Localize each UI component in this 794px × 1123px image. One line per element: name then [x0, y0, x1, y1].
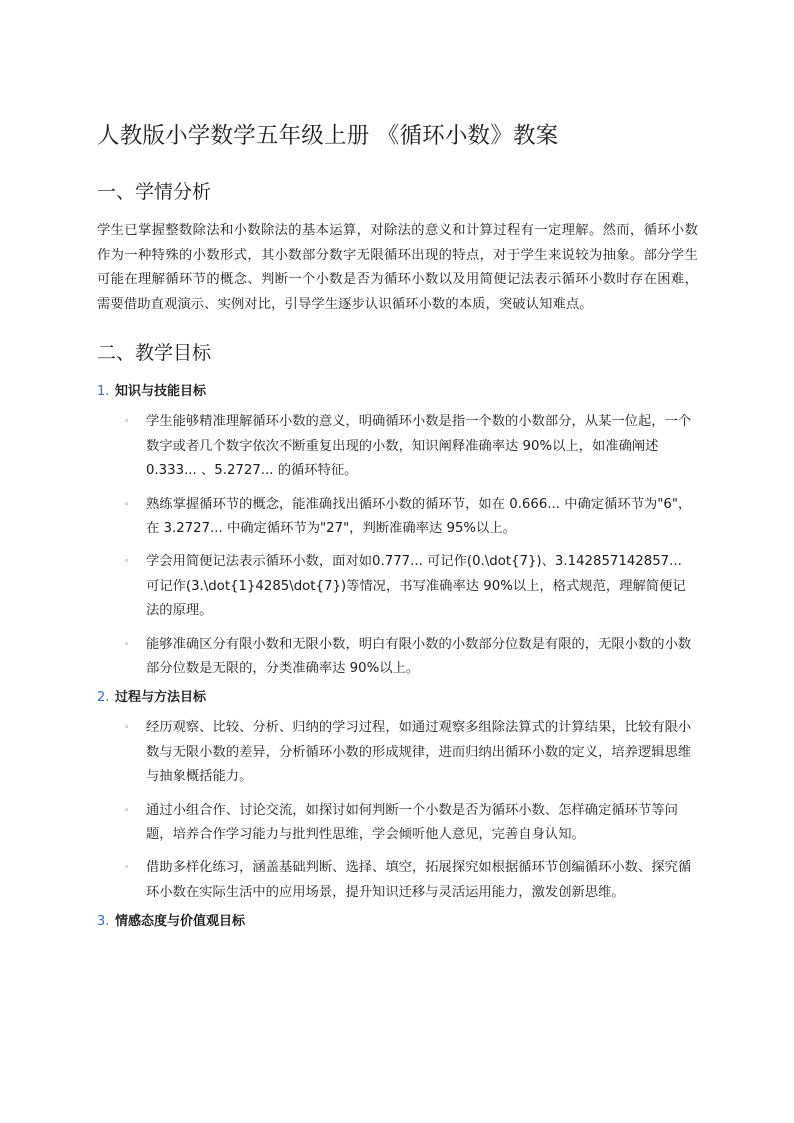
- goal-header: [97, 688, 698, 708]
- list-item-text: 能够准确区分有限小数和无限小数，明白有限小数的小数部分位数是有限的，无限小数的小数部分位数是无限的，分类准确率达 90%以上。: [146, 636, 692, 677]
- list-item-text: 通过小组合作、讨论交流，如探讨如何判断一个小数是否为循环小数、怎样确定循环节等问题，培养合作学习能力与批判性思维，学会倾听他人意见，完善自身认知。: [146, 802, 678, 843]
- list-item: [97, 716, 698, 789]
- list-item-text: 学生能够精准理解循环小数的意义，明确循环小数是指一个数的小数部分，从某一位起，一个数字或者几个数字依次不断重复出现的小数，知识阐释准确率达 90%以上，如准确阐述 0.333... 、5.2727... 的循环特征。: [146, 414, 692, 479]
- goal-items: [97, 410, 698, 681]
- list-item: [97, 410, 698, 483]
- circle-bullet-icon: ◦: [124, 557, 130, 568]
- goals-list: [97, 382, 698, 932]
- list-item-text: 熟练掌握循环节的概念，能准确找出循环小数的循环节，如在 0.666... 中确定循环节为"6"，在 3.2727... 中确定循环节为"27"，判断准确率达 95%以上。: [146, 496, 692, 536]
- goal-label: 情感态度与价值观目标: [115, 914, 246, 930]
- list-item: [97, 550, 698, 623]
- circle-bullet-icon: ◦: [124, 863, 130, 874]
- goal-label: 过程与方法目标: [115, 690, 207, 706]
- goal-header: [97, 382, 698, 402]
- section-heading-analysis: 一、学情分析: [97, 181, 212, 203]
- goal-header: [97, 912, 698, 932]
- circle-bullet-icon: ◦: [124, 805, 130, 816]
- goal-number: 2.: [97, 690, 110, 706]
- goal-label: 知识与技能目标: [115, 384, 207, 400]
- list-item: [97, 799, 698, 848]
- goal-number: 1.: [97, 384, 110, 400]
- list-item-text: 经历观察、比较、分析、归纳的学习过程，如通过观察多组除法算式的计算结果，比较有限小数与无限小数的差异，分析循环小数的形成规律，进而归纳出循环小数的定义，培养逻辑思维与抽象概括能力。: [146, 720, 692, 785]
- circle-bullet-icon: ◦: [124, 639, 130, 650]
- list-item-text: 借助多样化练习，涵盖基础判断、选择、填空，拓展探究如根据循环节创编循环小数、探究循环小数在实际生活中的应用场景，提升知识迁移与灵活运用能力，激发创新思维。: [146, 860, 692, 900]
- goal-attitude: [97, 912, 698, 932]
- list-item: [97, 633, 698, 682]
- list-item-text: 学会用简便记法表示循环小数，面对如0.777... 可记作(0.\dot{7})、3.142857142857... 可记作(3.\dot{1}4285\dot{7})等情况，书写准确率达 90%以上，格式规范，理解简便记法的原理。: [146, 554, 686, 619]
- circle-bullet-icon: ◦: [124, 417, 130, 428]
- goal-number: 3.: [97, 914, 110, 930]
- goal-items: [97, 716, 698, 905]
- circle-bullet-icon: ◦: [124, 499, 130, 510]
- section-paragraph-analysis: 学生已掌握整数除法和小数除法的基本运算，对除法的意义和计算过程有一定理解。然而，循环小数作为一种特殊的小数形式，其小数部分数字无限循环出现的特点，对于学生来说较为抽象。部分学生可能在理解循环节的概念、判断一个小数是否为循环小数以及用简便记法表示循环小数时存在困难，需要借助直观演示、实例对比，引导学生逐步认识循环小数的本质，突破认知难点。: [97, 223, 698, 312]
- circle-bullet-icon: ◦: [124, 723, 130, 734]
- list-item: [97, 856, 698, 905]
- goal-knowledge: [97, 382, 698, 681]
- list-item: [97, 493, 698, 542]
- goal-process: [97, 688, 698, 905]
- document-title: 人教版小学数学五年级上册 《循环小数》教案: [97, 123, 559, 149]
- section-heading-goals: 二、教学目标: [97, 342, 212, 365]
